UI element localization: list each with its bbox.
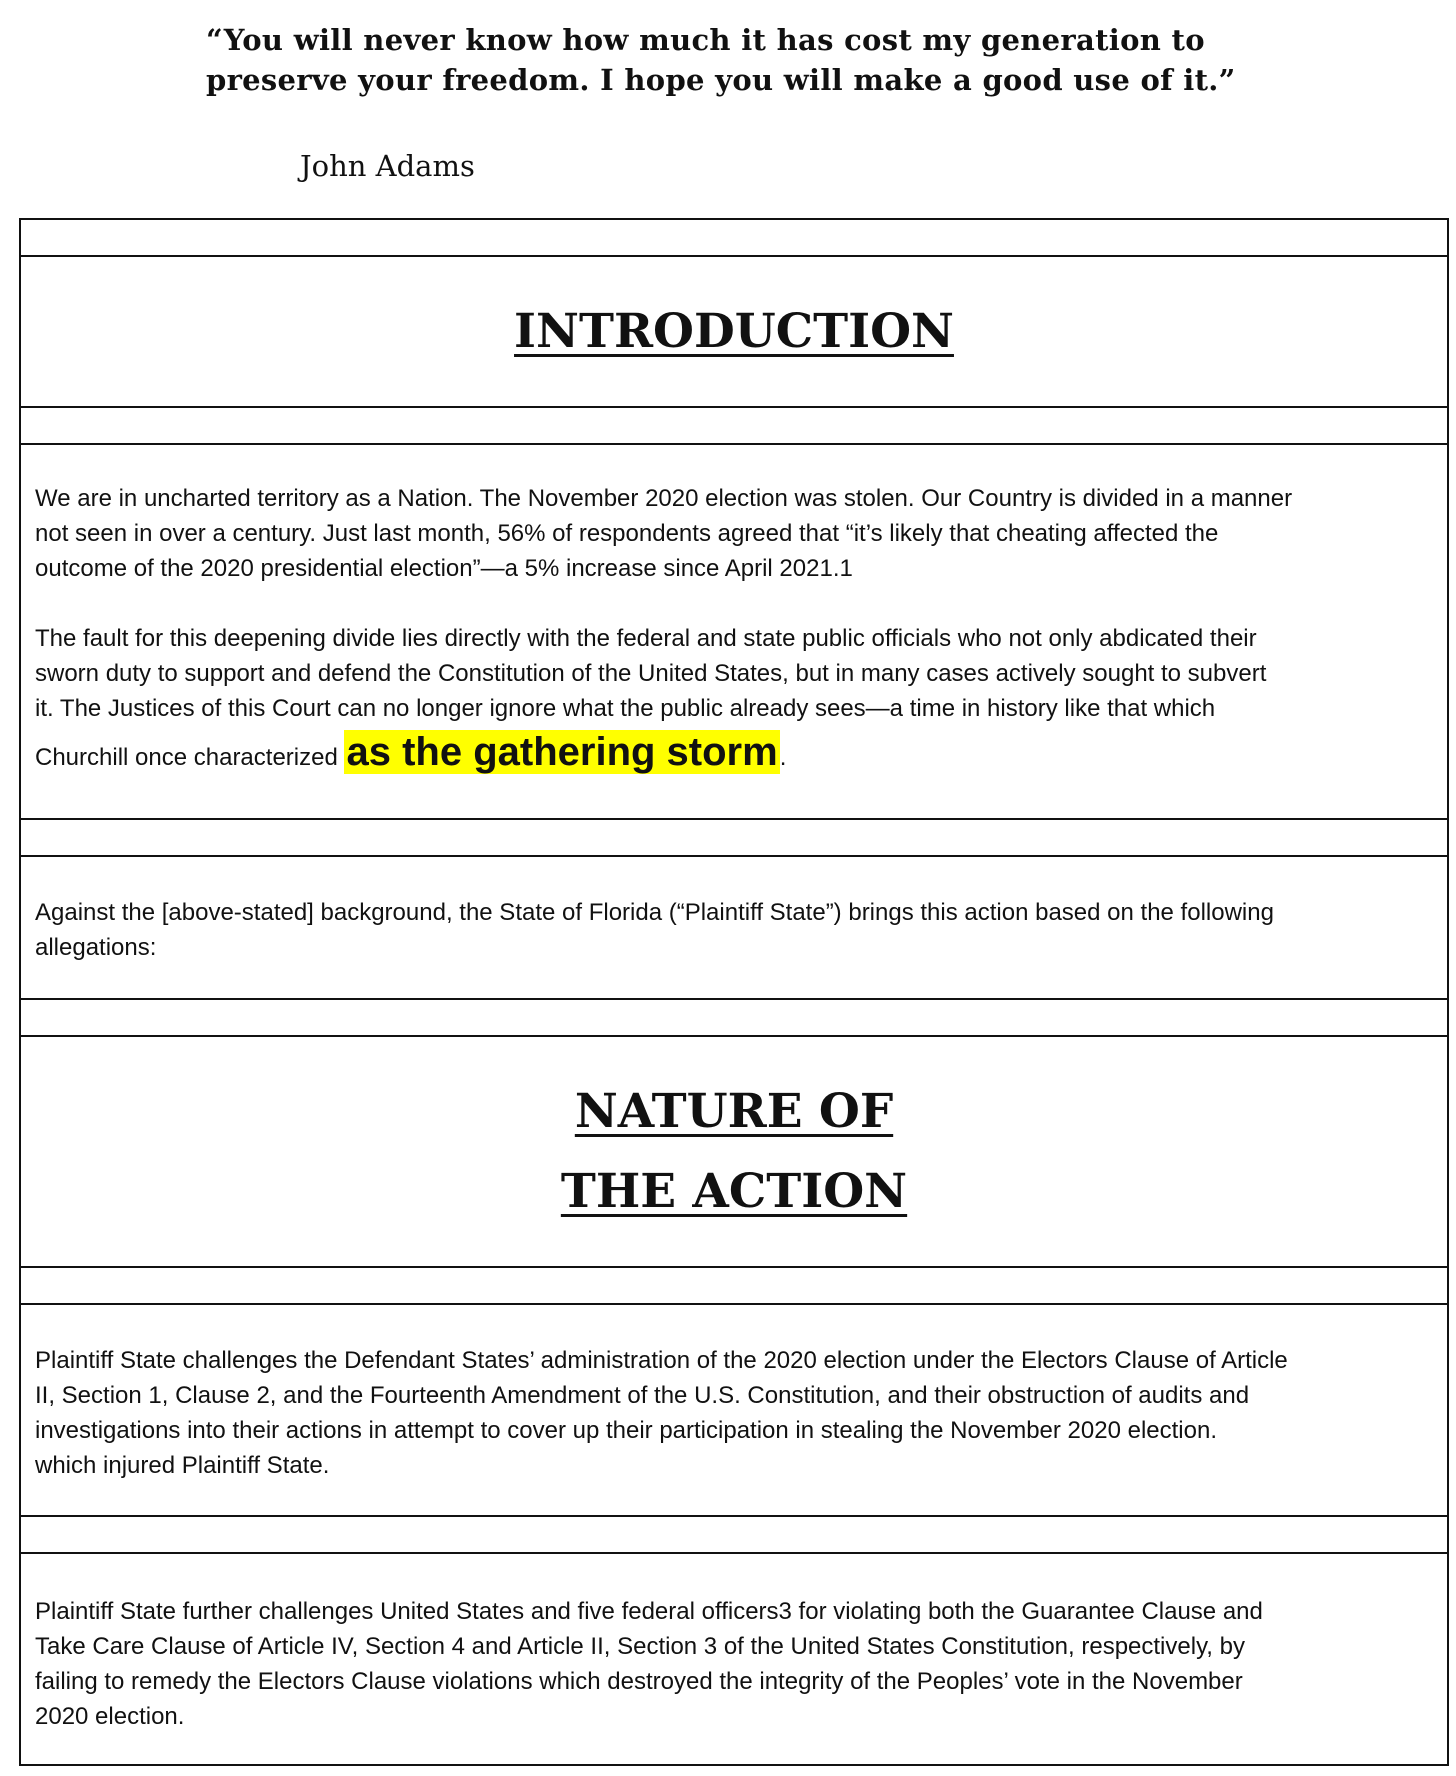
epigraph-author: John Adams — [300, 149, 475, 183]
document-table — [19, 218, 1449, 1766]
epigraph-quote — [206, 20, 1266, 100]
nature-of-action-paragraph-2 — [35, 1594, 1435, 1734]
introduction-body-row — [21, 445, 1447, 820]
text-line: allegations: — [35, 934, 157, 961]
highlighted-phrase: as the gathering storm — [346, 730, 778, 774]
nature-of-action-body-row — [21, 1554, 1447, 1764]
text-line: Take Care Clause of Article IV, Section 4 and Article II, Section 3 of the United States Constitution, respectively, by — [35, 1633, 1245, 1660]
churchill-text: Churchill once characterized — [35, 744, 345, 771]
sentence-period: . — [779, 744, 787, 771]
table-spacer-row — [21, 1517, 1447, 1554]
text-line: which injured Plaintiff State. — [35, 1452, 330, 1479]
introduction-heading: INTRODUCTION — [514, 303, 954, 359]
nature-of-action-body-row — [21, 1305, 1447, 1517]
epigraph-quote-line: preserve your freedom. I hope you will make a good use of it.” — [206, 63, 1236, 97]
table-spacer-row — [21, 220, 1447, 257]
table-spacer-row — [21, 1268, 1447, 1305]
nature-of-action-heading: THE ACTION — [560, 1163, 908, 1219]
nature-of-action-heading: NATURE OF — [574, 1083, 894, 1139]
text-line: II, Section 1, Clause 2, and the Fourteenth Amendment of the U.S. Constitution, and their obstruction of audits and — [35, 1382, 1250, 1409]
text-line: 2020 election. — [35, 1703, 185, 1730]
nature-of-action-heading-row — [21, 1037, 1447, 1268]
text-line: investigations into their actions in attempt to cover up their participation in stealing the November 2020 election. — [35, 1417, 1217, 1444]
text-line: Against the [above-stated] background, the State of Florida (“Plaintiff State”) brings this action based on the following — [35, 899, 1274, 926]
text-line: Plaintiff State further challenges United States and five federal officers3 for violating both the Guarantee Clause and — [35, 1598, 1263, 1625]
text-line: outcome of the 2020 presidential election”—a 5% increase since April 2021.1 — [35, 555, 853, 582]
table-spacer-row — [21, 1000, 1447, 1037]
text-line: sworn duty to support and defend the Constitution of the United States, but in many cases actively sought to subvert — [35, 660, 1267, 687]
table-spacer-row — [21, 408, 1447, 445]
text-line: failing to remedy the Electors Clause violations which destroyed the integrity of the Peoples’ vote in the November — [35, 1668, 1243, 1695]
table-spacer-row — [21, 820, 1447, 857]
background-paragraph — [35, 895, 1435, 965]
background-row — [21, 857, 1447, 1000]
nature-of-action-paragraph-1 — [35, 1343, 1435, 1483]
text-line: it. The Justices of this Court can no longer ignore what the public already sees—a time in history like that which — [35, 695, 1216, 722]
introduction-heading-row — [21, 257, 1447, 408]
text-line — [35, 732, 1435, 775]
text-line: Plaintiff State challenges the Defendant States’ administration of the 2020 election under the Electors Clause of Article — [35, 1347, 1288, 1374]
introduction-paragraph-1 — [35, 481, 1435, 586]
epigraph-quote-line: “You will never know how much it has cost my generation to — [206, 23, 1205, 57]
introduction-paragraph-2 — [35, 621, 1435, 775]
text-line: We are in uncharted territory as a Nation. The November 2020 election was stolen. Our Country is divided in a manner — [35, 485, 1293, 512]
text-line: not seen in over a century. Just last month, 56% of respondents agreed that “it’s likely that cheating affected the — [35, 520, 1219, 547]
text-line: The fault for this deepening divide lies directly with the federal and state public officials who not only abdicated their — [35, 625, 1257, 652]
